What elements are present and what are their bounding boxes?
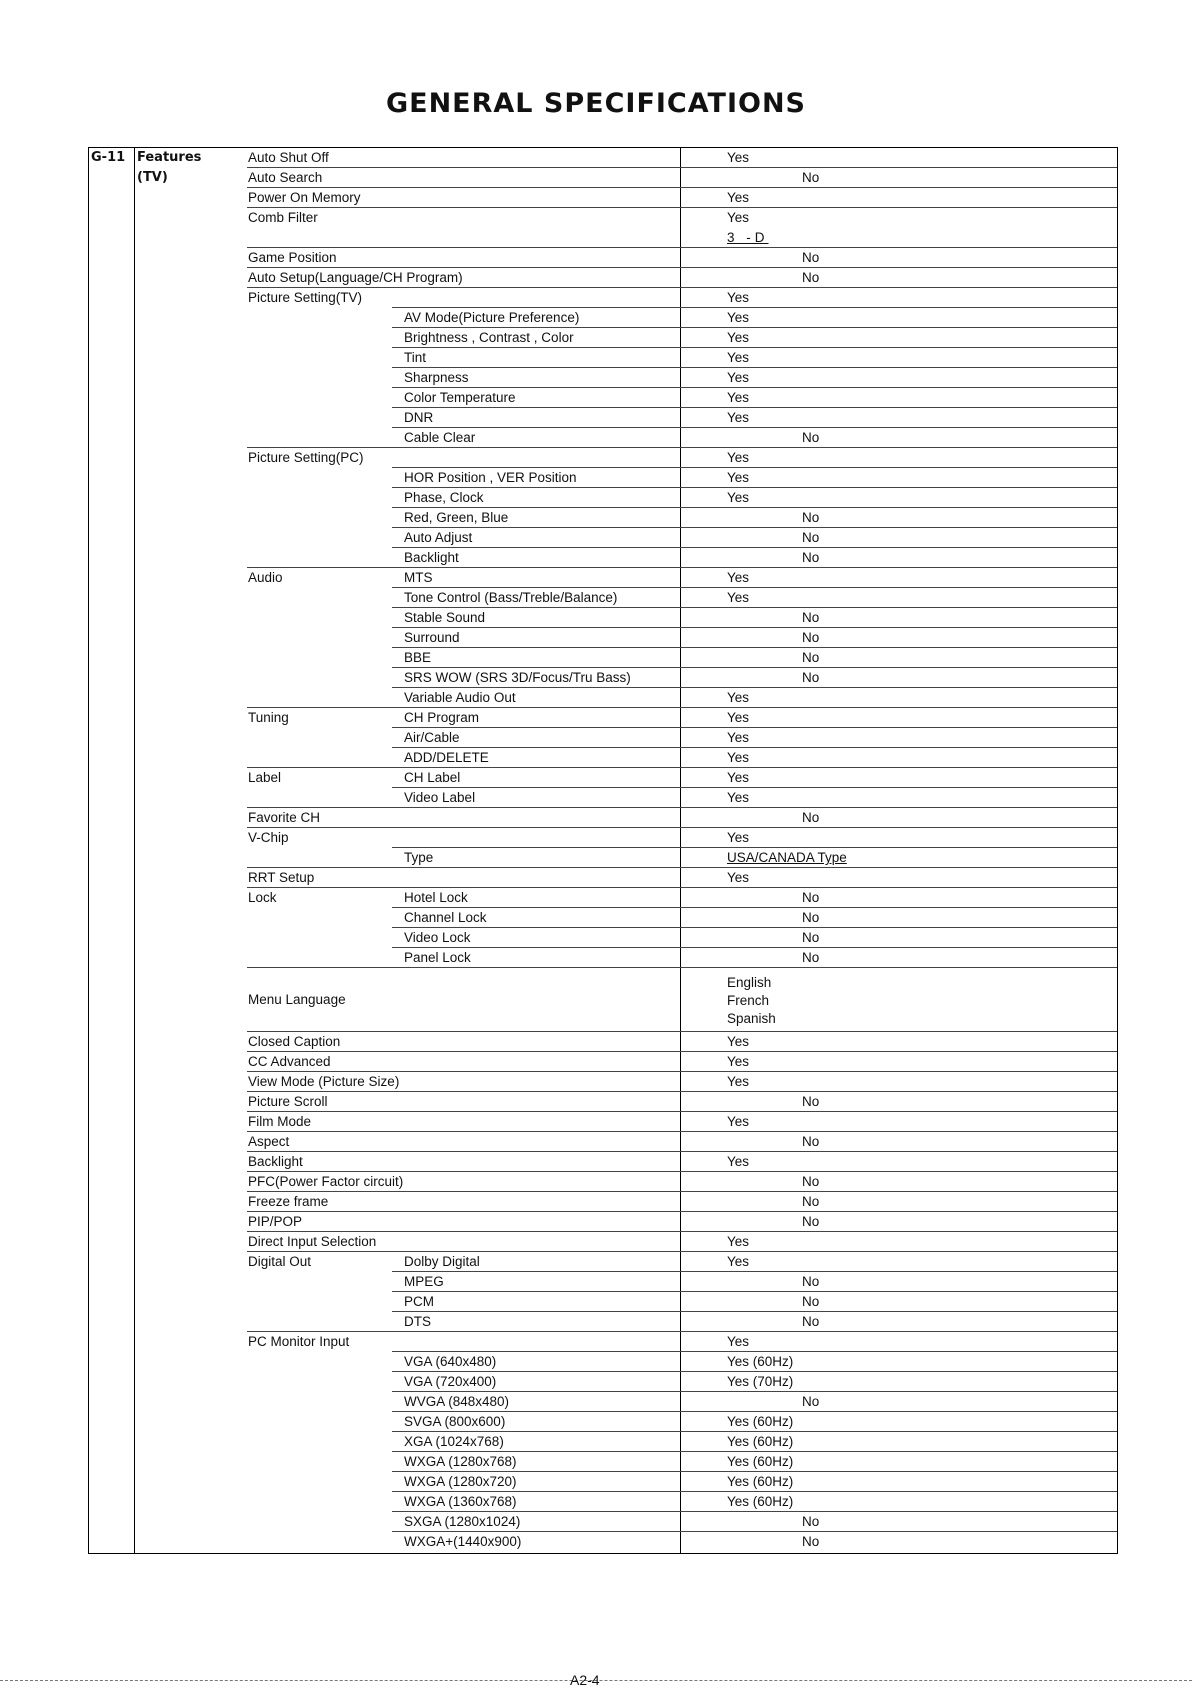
feature-label: Picture Scroll [248, 1094, 328, 1109]
spec-value: Yes [727, 350, 750, 365]
spec-row [247, 1412, 1117, 1432]
spec-value: Yes [727, 1234, 750, 1249]
spec-row [247, 728, 1117, 748]
sub-feature-label: VGA (720x400) [404, 1374, 497, 1389]
spec-row [247, 1352, 1117, 1372]
feature-label: Auto Search [248, 170, 323, 185]
category-label: Features [137, 150, 202, 165]
sub-feature-label: Tint [404, 350, 427, 365]
language-item: French [727, 993, 770, 1008]
spec-row [247, 1052, 1117, 1072]
spec-value: No [802, 1214, 820, 1229]
sub-feature-label: WXGA+(1440x900) [404, 1534, 522, 1549]
spec-row [247, 508, 1117, 528]
sub-feature-label: Hotel Lock [404, 890, 468, 905]
sub-feature-label: Dolby Digital [404, 1254, 480, 1269]
spec-value: Yes (60Hz) [727, 1414, 794, 1429]
sub-feature-label: Video Label [404, 790, 476, 805]
spec-row [247, 928, 1117, 948]
spec-row [247, 1152, 1117, 1172]
spec-value: No [802, 250, 820, 265]
spec-row [247, 548, 1117, 568]
sub-feature-label: Stable Sound [404, 610, 486, 625]
spec-value: Yes [727, 370, 750, 385]
feature-label: PC Monitor Input [248, 1334, 350, 1349]
feature-label: Favorite CH [248, 810, 321, 825]
language-item: English [727, 975, 772, 990]
spec-row [247, 468, 1117, 488]
spec-value: Yes [727, 410, 750, 425]
spec-row [247, 888, 1117, 908]
feature-label: Power On Memory [248, 190, 361, 205]
feature-label: CC Advanced [248, 1054, 331, 1069]
spec-row [247, 708, 1117, 728]
spec-value: Yes [727, 750, 750, 765]
spec-row [247, 1432, 1117, 1452]
spec-value: Yes (60Hz) [727, 1474, 794, 1489]
feature-label: Tuning [248, 710, 289, 725]
spec-row [247, 188, 1117, 208]
spec-row [247, 608, 1117, 628]
spec-value: No [802, 930, 820, 945]
spec-row [247, 1252, 1117, 1272]
spec-value: No [802, 530, 820, 545]
feature-label: Auto Setup(Language/CH Program) [248, 270, 463, 285]
spec-row [247, 448, 1117, 468]
sub-feature-label: Variable Audio Out [404, 690, 516, 705]
feature-label: Aspect [248, 1134, 290, 1149]
spec-row [247, 1212, 1117, 1232]
spec-row [247, 848, 1117, 868]
spec-value: Yes [727, 150, 750, 165]
sub-feature-label: Phase, Clock [404, 490, 484, 505]
spec-row [247, 488, 1117, 508]
spec-value: Yes (60Hz) [727, 1454, 794, 1469]
sub-feature-label: MTS [404, 570, 433, 585]
spec-value: Yes [727, 490, 750, 505]
sub-feature-label: Video Lock [404, 930, 471, 945]
spec-row [247, 748, 1117, 768]
spec-row [247, 568, 1117, 588]
spec-value: Yes (60Hz) [727, 1354, 794, 1369]
spec-value: USA/CANADA Type [727, 850, 847, 865]
spec-row [247, 1332, 1117, 1352]
spec-row [247, 968, 1117, 1032]
sub-feature-label: BBE [404, 650, 432, 665]
spec-row [247, 1092, 1117, 1112]
spec-row [247, 328, 1117, 348]
spec-value: Yes [727, 570, 750, 585]
spec-row [247, 688, 1117, 708]
sub-feature-label: DNR [404, 410, 434, 425]
spec-value: No [802, 550, 820, 565]
spec-value: Yes [727, 1334, 750, 1349]
feature-label: Auto Shut Off [248, 150, 329, 165]
sub-feature-label: SRS WOW (SRS 3D/Focus/Tru Bass) [404, 670, 631, 685]
spec-row [247, 808, 1117, 828]
sub-feature-label: Tone Control (Bass/Treble/Balance) [404, 590, 618, 605]
spec-value: No [802, 1394, 820, 1409]
spec-value: No [802, 1174, 820, 1189]
feature-label: Label [248, 770, 282, 785]
language-item: Spanish [727, 1011, 776, 1026]
spec-value: Yes [727, 290, 750, 305]
spec-value: Yes [727, 730, 750, 745]
spec-row [247, 948, 1117, 968]
spec-value: Yes [727, 1074, 750, 1089]
spec-value: No [802, 1094, 820, 1109]
spec-value: No [802, 510, 820, 525]
spec-value: Yes [727, 190, 750, 205]
spec-value: No [802, 1274, 820, 1289]
sub-feature-label: WXGA (1280x768) [404, 1454, 517, 1469]
spec-value: No [802, 170, 820, 185]
spec-row [247, 1172, 1117, 1192]
spec-row [247, 1292, 1117, 1312]
spec-row [247, 148, 1117, 168]
spec-value-detail: 3 -D [727, 230, 769, 245]
spec-row [247, 168, 1117, 188]
sub-feature-label: Channel Lock [404, 910, 487, 925]
spec-value: Yes [727, 830, 750, 845]
spec-value: Yes [727, 690, 750, 705]
spec-value: Yes [727, 470, 750, 485]
feature-label: Comb Filter [248, 210, 318, 225]
sub-feature-label: HOR Position , VER Position [404, 470, 577, 485]
spec-row [247, 1112, 1117, 1132]
sub-feature-label: Red, Green, Blue [404, 510, 509, 525]
spec-value: No [802, 650, 820, 665]
feature-label: PFC(Power Factor circuit) [248, 1174, 404, 1189]
spec-value: Yes [727, 870, 750, 885]
feature-label: Game Position [248, 250, 337, 265]
spec-value: Yes [727, 1254, 750, 1269]
spec-value: Yes [727, 1114, 750, 1129]
column-divider-1 [134, 147, 135, 1554]
spec-row [247, 1272, 1117, 1292]
spec-row [247, 1032, 1117, 1052]
spec-value: Yes [727, 1034, 750, 1049]
spec-value: No [802, 1134, 820, 1149]
sub-feature-label: Panel Lock [404, 950, 471, 965]
spec-row [247, 868, 1117, 888]
spec-row [247, 788, 1117, 808]
spec-value: Yes [727, 1154, 750, 1169]
language-list [727, 974, 776, 1028]
feature-label: Audio [248, 570, 283, 585]
spec-row [247, 628, 1117, 648]
sub-feature-label: Color Temperature [404, 390, 516, 405]
spec-row [247, 528, 1117, 548]
spec-value: Yes [727, 790, 750, 805]
spec-value: Yes [727, 590, 750, 605]
sub-feature-label: WXGA (1280x720) [404, 1474, 517, 1489]
spec-row [247, 1232, 1117, 1252]
feature-label: Menu Language [248, 992, 346, 1007]
category-sublabel: (TV) [137, 170, 168, 185]
feature-label: View Mode (Picture Size) [248, 1074, 400, 1089]
feature-label: Lock [248, 890, 277, 905]
feature-label: V-Chip [248, 830, 289, 845]
spec-row [247, 1392, 1117, 1412]
spec-value: No [802, 1194, 820, 1209]
sub-feature-label: DTS [404, 1314, 431, 1329]
sub-feature-label: WVGA (848x480) [404, 1394, 510, 1409]
sub-feature-label: SXGA (1280x1024) [404, 1514, 521, 1529]
spec-row [247, 1192, 1117, 1212]
feature-label: Picture Setting(PC) [248, 450, 364, 465]
spec-value: Yes [727, 330, 750, 345]
group-id: G-11 [91, 150, 126, 165]
spec-value: No [802, 670, 820, 685]
sub-feature-label: AV Mode(Picture Preference) [404, 310, 580, 325]
spec-value: No [802, 890, 820, 905]
spec-row [247, 308, 1117, 328]
spec-row [247, 828, 1117, 848]
spec-row [247, 768, 1117, 788]
page-title: GENERAL SPECIFICATIONS [385, 88, 807, 119]
spec-value: Yes [727, 450, 750, 465]
spec-value: No [802, 1514, 820, 1529]
spec-value: Yes [727, 210, 750, 225]
sub-feature-label: VGA (640x480) [404, 1354, 497, 1369]
spec-value: Yes (60Hz) [727, 1494, 794, 1509]
spec-row [247, 668, 1117, 688]
sub-feature-label: Brightness , Contrast , Color [404, 330, 574, 345]
spec-row [247, 348, 1117, 368]
spec-row [247, 288, 1117, 308]
spec-value: Yes [727, 390, 750, 405]
sub-feature-label: Surround [404, 630, 460, 645]
spec-value: No [802, 630, 820, 645]
spec-row [247, 1452, 1117, 1472]
sub-feature-label: CH Program [404, 710, 480, 725]
sub-feature-label: Sharpness [404, 370, 469, 385]
sub-feature-label: SVGA (800x600) [404, 1414, 506, 1429]
spec-row [247, 1132, 1117, 1152]
sub-feature-label: Cable Clear [404, 430, 476, 445]
sub-feature-label: PCM [404, 1294, 434, 1309]
feature-label: Picture Setting(TV) [248, 290, 363, 305]
sub-feature-label: Air/Cable [404, 730, 460, 745]
spec-value: No [802, 1314, 820, 1329]
spec-row [247, 1512, 1117, 1532]
spec-row [247, 1072, 1117, 1092]
spec-value: Yes [727, 770, 750, 785]
sub-feature-label: XGA (1024x768) [404, 1434, 504, 1449]
spec-row [247, 1372, 1117, 1392]
spec-row [247, 648, 1117, 668]
spec-row [247, 368, 1117, 388]
spec-value: No [802, 950, 820, 965]
sub-feature-label: MPEG [404, 1274, 444, 1289]
spec-row [247, 588, 1117, 608]
spec-value: No [802, 1294, 820, 1309]
spec-row [247, 908, 1117, 928]
feature-label: PIP/POP [248, 1214, 303, 1229]
spec-value: No [802, 810, 820, 825]
feature-label: Film Mode [248, 1114, 312, 1129]
sub-feature-label: Backlight [404, 550, 459, 565]
spec-row [247, 408, 1117, 428]
spec-value: No [802, 430, 820, 445]
feature-label: Digital Out [248, 1254, 312, 1269]
feature-label: Backlight [248, 1154, 303, 1169]
feature-label: Closed Caption [248, 1034, 341, 1049]
spec-value: No [802, 1534, 820, 1549]
page-number: A2-4 [570, 1672, 600, 1688]
spec-value: No [802, 910, 820, 925]
spec-row [247, 1532, 1117, 1552]
spec-value: Yes (70Hz) [727, 1374, 794, 1389]
spec-row [247, 248, 1117, 268]
spec-value: Yes [727, 1054, 750, 1069]
spec-value: Yes [727, 710, 750, 725]
spec-value: No [802, 270, 820, 285]
spec-row [247, 428, 1117, 448]
spec-row [247, 1312, 1117, 1332]
spec-value: Yes (60Hz) [727, 1434, 794, 1449]
feature-label: Freeze frame [248, 1194, 329, 1209]
sub-feature-label: CH Label [404, 770, 461, 785]
spec-row [247, 1472, 1117, 1492]
spec-row [247, 268, 1117, 288]
feature-label: Direct Input Selection [248, 1234, 377, 1249]
feature-label: RRT Setup [248, 870, 315, 885]
sub-feature-label: Auto Adjust [404, 530, 473, 545]
sub-feature-label: ADD/DELETE [404, 750, 489, 765]
spec-row [247, 1492, 1117, 1512]
spec-value: No [802, 610, 820, 625]
spec-row [247, 388, 1117, 408]
sub-feature-label: WXGA (1360x768) [404, 1494, 517, 1509]
sub-feature-label: Type [404, 850, 434, 865]
spec-row [247, 208, 1117, 248]
spec-value: Yes [727, 310, 750, 325]
